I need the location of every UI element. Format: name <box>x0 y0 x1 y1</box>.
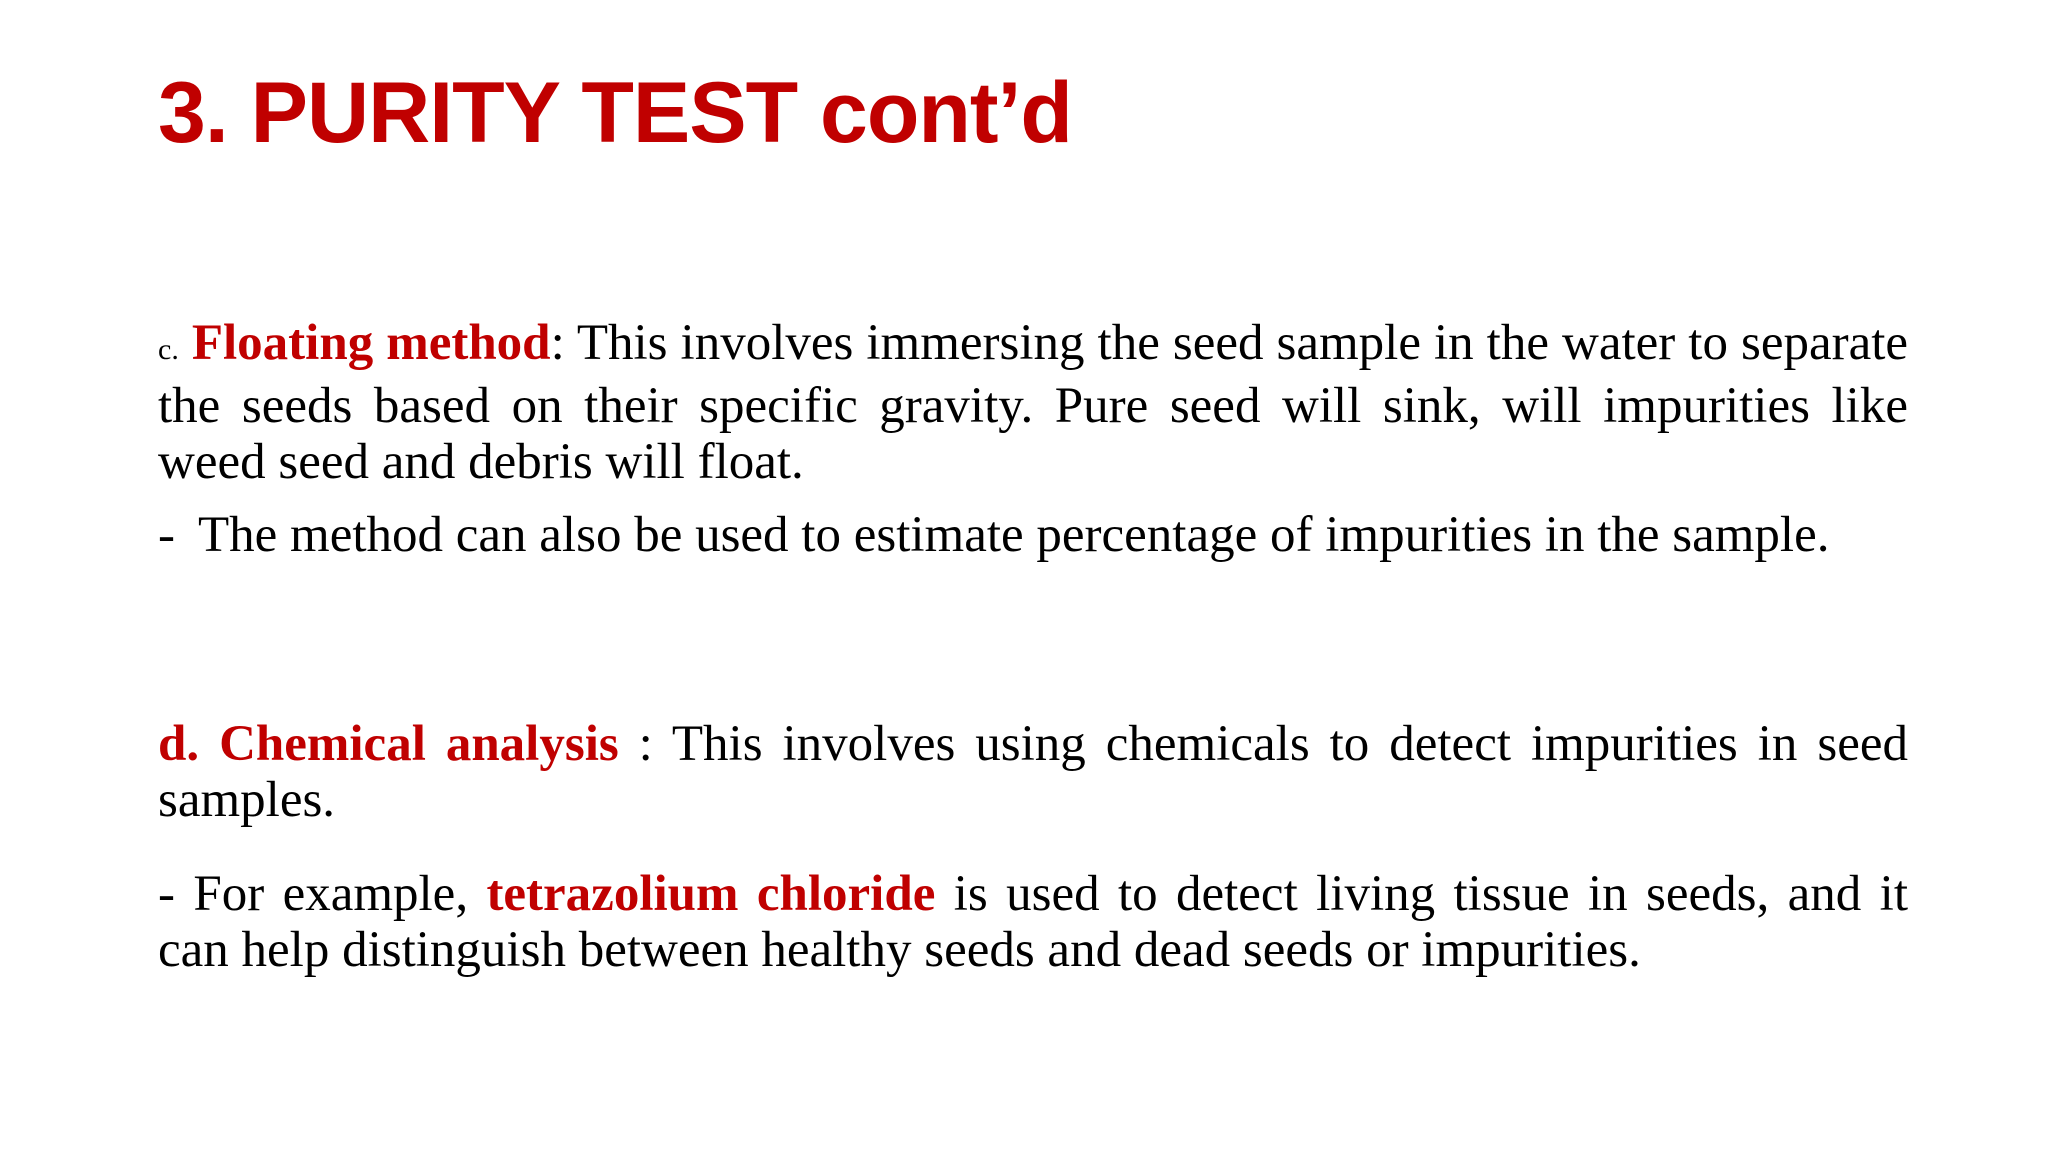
floating-method-note <box>158 507 1908 563</box>
chemical-analysis-term: d. Chemical analysis <box>158 716 619 772</box>
dash-marker: - <box>158 507 175 563</box>
chemical-analysis-text: : This involves using chemicals to detect impurities in seed samples. <box>158 716 1908 828</box>
tetrazolium-chloride-term: tetrazolium chloride <box>486 866 936 922</box>
example-text: is used to detect living tissue in seeds, and it can help distinguish between healthy seeds and dead seeds or impurities. <box>158 866 1908 978</box>
floating-method-paragraph <box>158 315 1908 490</box>
item-marker-c: c. <box>158 333 179 366</box>
floating-method-term: Floating method <box>191 315 551 371</box>
floating-method-note-text: The method can also be used to estimate percentage of impurities in the sample. <box>198 507 1830 563</box>
example-prefix: - For example, <box>158 866 487 922</box>
floating-method-text: : This involves immersing the seed sample in the water to separate the seeds based on their specific gravity. Pure seed will sink, will impurities like weed seed and debris will float. <box>158 315 1909 490</box>
example-paragraph <box>158 866 1908 978</box>
chemical-analysis-paragraph <box>158 716 1908 828</box>
slide-title: 3. PURITY TEST cont’d <box>158 65 1072 161</box>
